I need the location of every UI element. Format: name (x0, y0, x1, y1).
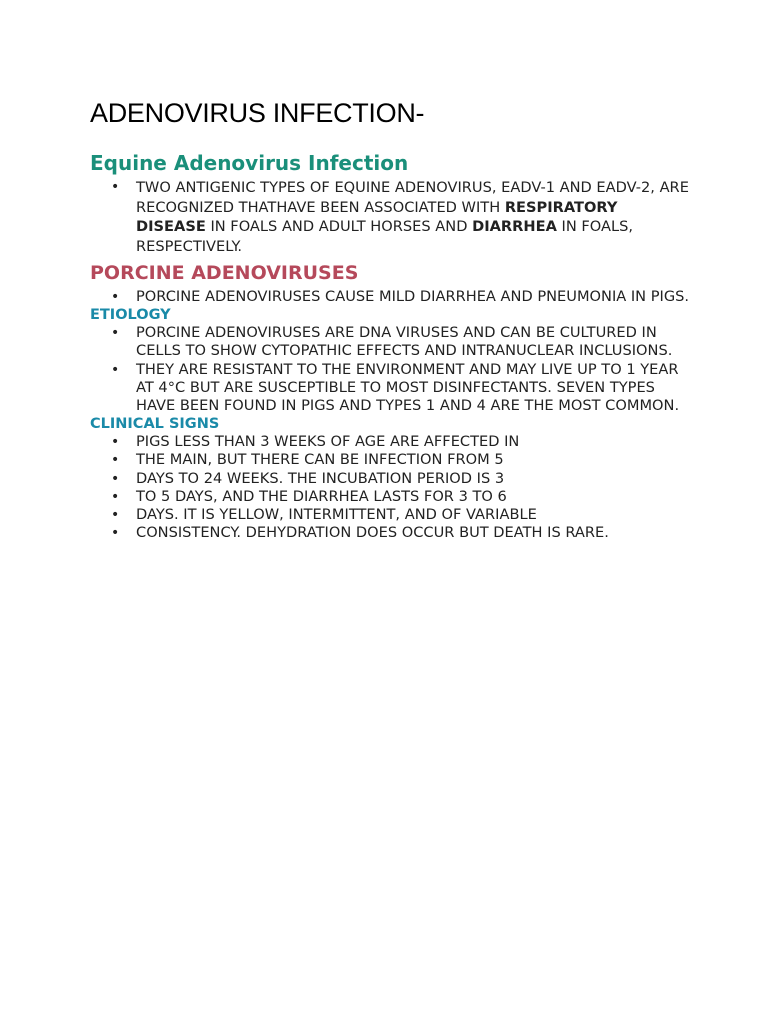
equine-bullet-list (90, 178, 690, 256)
bullet-icon: • (111, 452, 120, 469)
etiology-bullet-list (90, 324, 690, 415)
list-item (90, 451, 690, 469)
bullet-icon: • (111, 289, 120, 305)
clinical-signs-bullet-text: DAYS. IT IS YELLOW, INTERMITTENT, AND OF VARIABLE (136, 506, 537, 524)
list-item (90, 324, 690, 360)
clinical-signs-bullet-text: TO 5 DAYS, AND THE DIARRHEA LASTS FOR 3 TO 6 (136, 487, 507, 505)
porcine-bullet-list (90, 288, 690, 306)
equine-bold-respiratory: RESPIRATORY DISEASE (136, 198, 618, 235)
bullet-icon: • (111, 434, 120, 451)
porcine-bullet-text: PORCINE ADENOVIRUSES CAUSE MILD DIARRHEA AND PNEUMONIA IN PIGS. (136, 288, 690, 305)
clinical-signs-bullet-text: THE MAIN, BUT THERE CAN BE INFECTION FROM 5 (136, 451, 504, 469)
etiology-bullet-text: PORCINE ADENOVIRUSES ARE DNA VIRUSES AND CAN BE CULTURED IN CELLS TO SHOW CYTOPATHIC EFFECTS AND INTRANUCLEAR INCLUSIONS. (136, 324, 673, 360)
document-title: ADENOVIRUS INFECTION- (90, 98, 425, 128)
equine-text-part-3: IN FOALS, RESPECTIVELY. (136, 218, 634, 255)
document-page (90, 96, 690, 542)
list-item (90, 524, 690, 542)
clinical-signs-bullet-text: CONSISTENCY. DEHYDRATION DOES OCCUR BUT DEATH IS RARE. (136, 524, 609, 542)
clinical-signs-bullet-text: DAYS TO 24 WEEKS. THE INCUBATION PERIOD IS 3 (136, 469, 505, 487)
bullet-icon: • (111, 325, 120, 342)
bullet-icon: • (111, 525, 120, 542)
list-item (90, 361, 690, 416)
list-item (90, 488, 690, 506)
bullet-icon: • (111, 488, 120, 505)
list-item (90, 433, 690, 451)
clinical-signs-bullet-text: PIGS LESS THAN 3 WEEKS OF AGE ARE AFFECTED IN (136, 433, 520, 451)
bullet-icon: • (111, 179, 120, 195)
list-item (90, 506, 690, 524)
etiology-bullet-text: THEY ARE RESISTANT TO THE ENVIRONMENT AND MAY LIVE UP TO 1 YEAR AT 4°C BUT ARE SUSCEPTIBLE TO MOST DISINFECTANTS. SEVEN TYPES HAVE BEEN FOUND IN PIGS AND TYPES 1 AND 4 ARE THE MOST COMMON. (136, 360, 680, 415)
bullet-icon: • (111, 507, 120, 524)
porcine-heading: PORCINE ADENOVIRUSES (90, 262, 359, 284)
list-item (90, 178, 690, 256)
equine-heading: Equine Adenovirus Infection (90, 151, 409, 175)
etiology-heading: ETIOLOGY (90, 307, 171, 324)
list-item (90, 288, 690, 306)
bullet-icon: • (111, 470, 120, 487)
clinical-signs-bullet-list (90, 433, 690, 542)
equine-text-part-2: IN FOALS AND ADULT HORSES AND (205, 218, 473, 235)
clinical-signs-heading: CLINICAL SIGNS (90, 416, 220, 433)
list-item (90, 470, 690, 488)
equine-text-part-1: TWO ANTIGENIC TYPES OF EQUINE ADENOVIRUS, EADV-1 AND EADV-2, ARE RECOGNIZED THATHAVE BEEN ASSOCIATED WITH (136, 179, 689, 216)
equine-bold-diarrhea: DIARRHEA (472, 218, 557, 235)
bullet-icon: • (111, 361, 120, 378)
